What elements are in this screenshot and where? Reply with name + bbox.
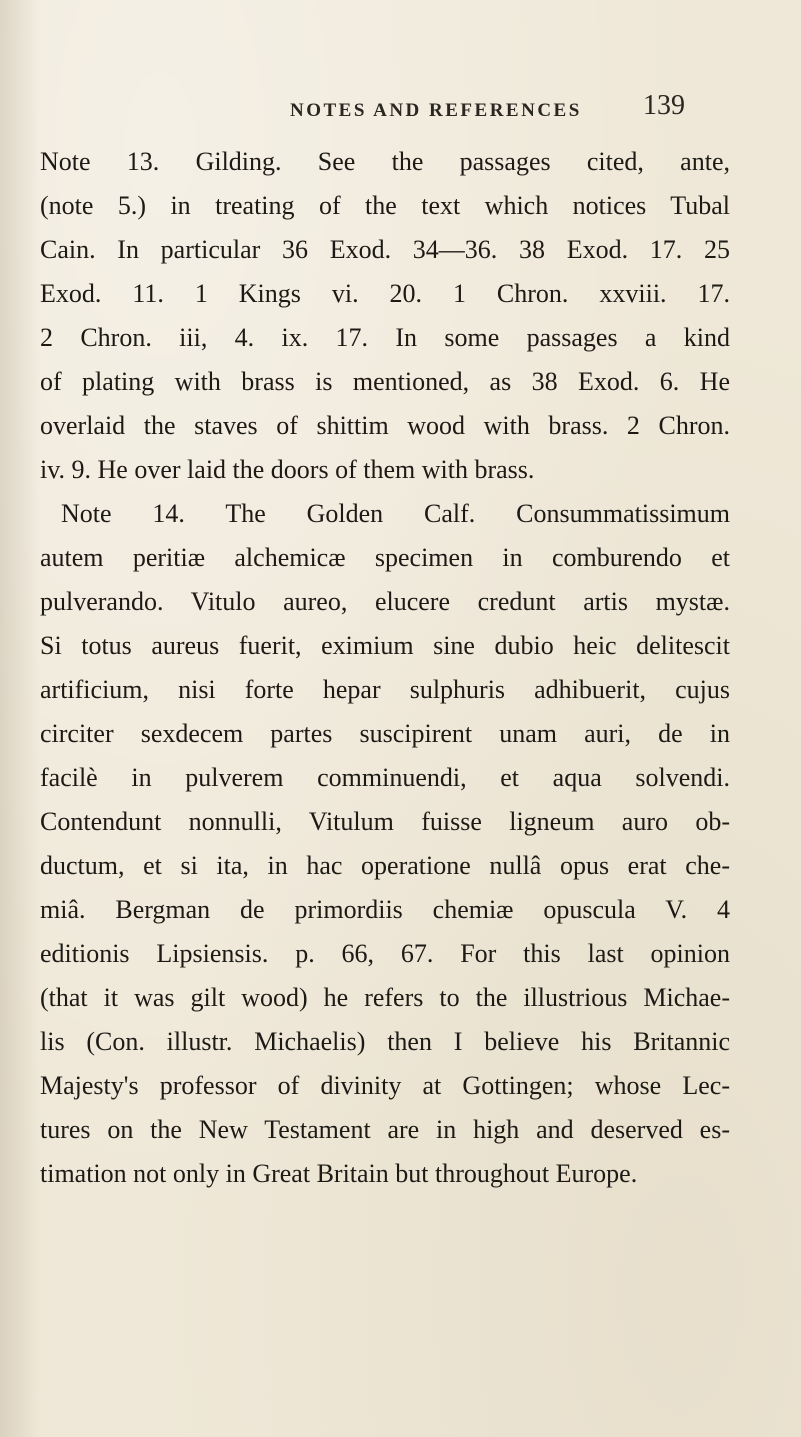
- text-line: lis (Con. illustr. Michaelis) then I believe his Britannic: [40, 1027, 730, 1056]
- text-line: Note 13. Gilding. See the passages cited, ante,: [40, 147, 730, 176]
- notes-body: [40, 140, 730, 1196]
- text-line: Si totus aureus fuerit, eximium sine dubio heic delitescit: [40, 631, 730, 660]
- text-line: circiter sexdecem partes suscipirent unam auri, de in: [40, 719, 730, 748]
- page-number: 139: [643, 90, 685, 121]
- text-line: timation not only in Great Britain but throughout Europe.: [40, 1159, 638, 1188]
- text-line: miâ. Bergman de primordiis chemiæ opuscula V. 4: [40, 895, 730, 924]
- text-line: tures on the New Testament are in high and deserved es-: [40, 1115, 730, 1144]
- text-line: autem peritiæ alchemicæ specimen in comburendo et: [40, 543, 730, 572]
- text-line: artificium, nisi forte hepar sulphuris adhibuerit, cujus: [40, 675, 730, 704]
- text-line: facilè in pulverem comminuendi, et aqua solvendi.: [40, 763, 730, 792]
- text-line: Cain. In particular 36 Exod. 34—36. 38 Exod. 17. 25: [40, 235, 730, 264]
- running-head: [0, 90, 801, 130]
- text-line: editionis Lipsiensis. p. 66, 67. For this last opinion: [40, 939, 730, 968]
- text-line: overlaid the staves of shittim wood with brass. 2 Chron.: [40, 411, 730, 440]
- text-line: Contendunt nonnulli, Vitulum fuisse ligneum auro ob-: [40, 807, 730, 836]
- text-line: Majesty's professor of divinity at Gottingen; whose Lec-: [40, 1071, 730, 1100]
- text-line: iv. 9. He over laid the doors of them with brass.: [40, 455, 535, 484]
- text-line: of plating with brass is mentioned, as 38 Exod. 6. He: [40, 367, 730, 396]
- text-line: 2 Chron. iii, 4. ix. 17. In some passages a kind: [40, 323, 730, 352]
- text-line: (note 5.) in treating of the text which notices Tubal: [40, 191, 730, 220]
- text-line: pulverando. Vitulo aureo, elucere credunt artis mystæ.: [40, 587, 730, 616]
- text-line: Exod. 11. 1 Kings vi. 20. 1 Chron. xxviii. 17.: [40, 279, 730, 308]
- text-line: Note 14. The Golden Calf. Consummatissimum: [61, 499, 730, 528]
- gutter-shadow: [0, 0, 40, 1437]
- running-title: NOTES AND REFERENCES: [290, 100, 582, 121]
- text-line: (that it was gilt wood) he refers to the illustrious Michae-: [40, 983, 730, 1012]
- text-line: ductum, et si ita, in hac operatione nullâ opus erat che-: [40, 851, 730, 880]
